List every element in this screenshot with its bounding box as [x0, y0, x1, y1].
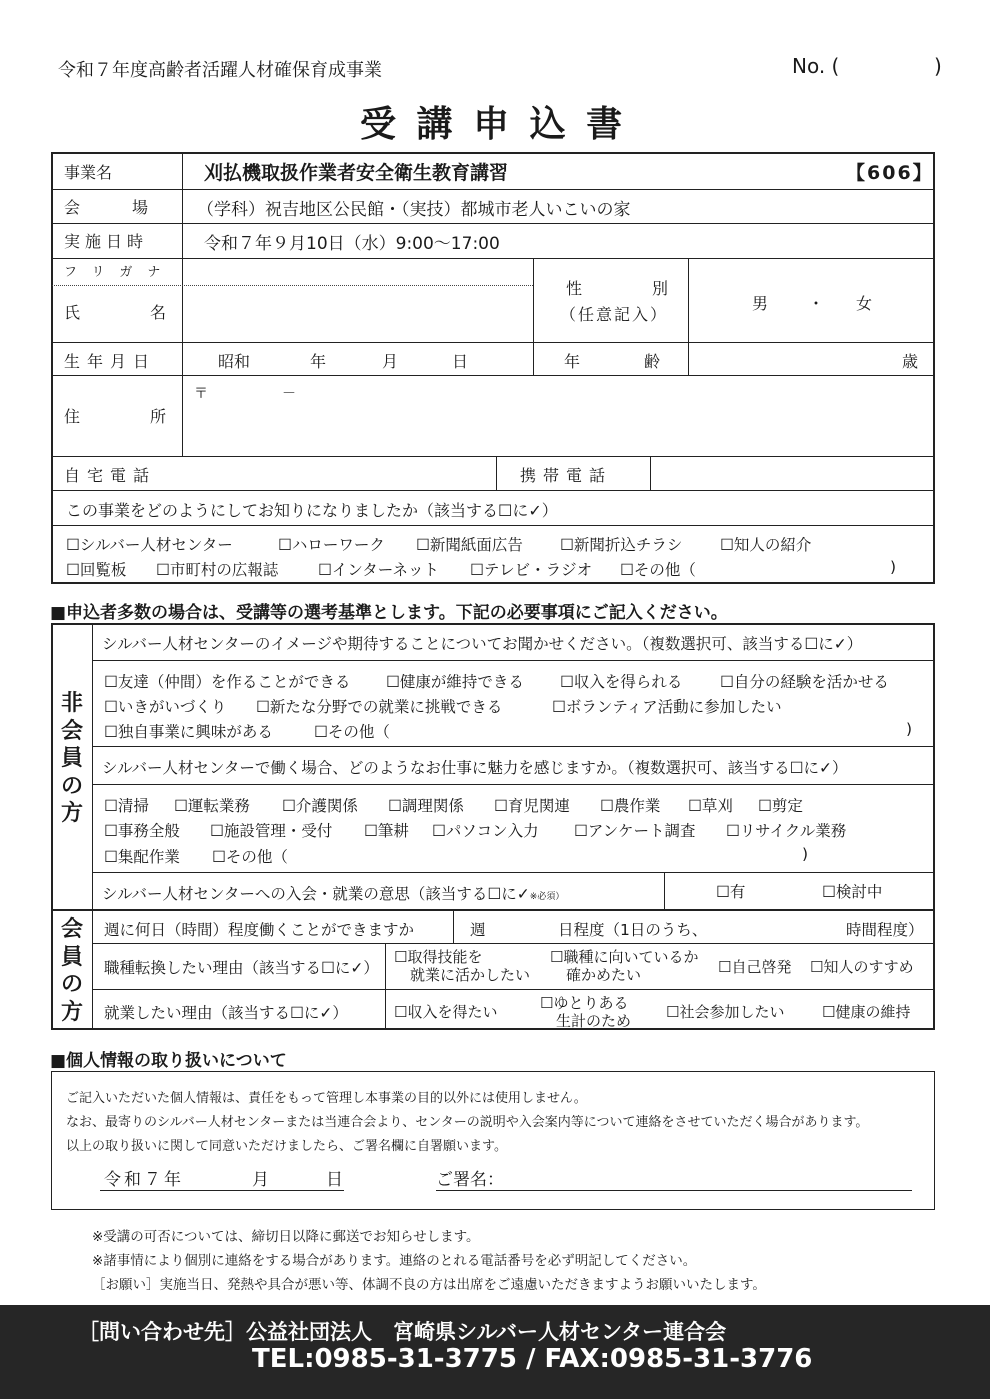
source-newspaper-ad[interactable]: ☐新聞紙面広告: [416, 536, 523, 554]
signature-field[interactable]: [512, 1162, 910, 1188]
job-calligraphy[interactable]: ☐筆耕: [364, 822, 409, 840]
intent-question: シルバー人材センターへの入会・就業の意思（該当する☐に✓※必須）: [102, 885, 565, 903]
intent-yes[interactable]: ☐有: [716, 883, 746, 901]
furigana-label: フリガナ: [64, 265, 176, 280]
mobile-phone-field[interactable]: [652, 458, 932, 488]
job-other-close: ): [802, 845, 809, 863]
application-number-field[interactable]: [845, 58, 933, 80]
birth-month-unit: 月: [382, 352, 399, 371]
source-internet[interactable]: ☐インターネット: [318, 561, 440, 579]
sign-date-month: 月: [252, 1170, 269, 1190]
source-circular[interactable]: ☐回覧板: [66, 561, 127, 579]
application-number-close: ): [934, 54, 942, 78]
footer-phone-fax: TEL:0985-31-3775 / FAX:0985-31-3776: [252, 1344, 813, 1374]
job-recycling[interactable]: ☐リサイクル業務: [726, 822, 847, 840]
job-change-skills[interactable]: ☐取得技能を 就業に活かしたい: [394, 948, 531, 984]
job-farming[interactable]: ☐農作業: [600, 797, 661, 815]
job-driving[interactable]: ☐運転業務: [174, 797, 250, 815]
birth-era: 昭和: [218, 352, 251, 371]
image-purpose-in-life[interactable]: ☐いきがいづくり: [104, 698, 227, 716]
image-own-business[interactable]: ☐独自事業に興味がある: [104, 723, 273, 741]
source-tv-radio[interactable]: ☐テレビ・ラジオ: [470, 561, 593, 579]
venue-label: 会場: [64, 198, 201, 217]
sign-date-era: 令和７年: [104, 1170, 184, 1190]
birth-year-unit: 年: [310, 352, 327, 371]
image-new-field[interactable]: ☐新たな分野での就業に挑戦できる: [256, 698, 503, 716]
source-silver-center[interactable]: ☐シルバー人材センター: [66, 536, 233, 554]
gender-male-option[interactable]: 男: [752, 294, 769, 313]
age-unit: 歳: [902, 352, 919, 371]
source-municipal-bulletin[interactable]: ☐市町村の広報誌: [156, 561, 279, 579]
note-contact: ※諸事情により個別に連絡をする場合があります。連絡のとれる電話番号を必ず明記してください。: [92, 1253, 697, 1269]
job-change-question: 職種転換したい理由（該当する☐に✓）: [104, 959, 379, 977]
course-name-label: 事業名: [64, 162, 113, 182]
work-hours-unit: 時間程度）: [846, 921, 924, 939]
job-care[interactable]: ☐介護関係: [282, 797, 358, 815]
image-experience[interactable]: ☐自分の経験を活かせる: [720, 673, 889, 691]
work-reason-income[interactable]: ☐収入を得たい: [394, 1003, 498, 1021]
image-income[interactable]: ☐収入を得られる: [560, 673, 683, 691]
job-delivery[interactable]: ☐集配作業: [104, 848, 180, 866]
signature-label: ご署名：: [436, 1170, 504, 1190]
source-hello-work[interactable]: ☐ハローワーク: [278, 536, 385, 554]
work-reason-health[interactable]: ☐健康の維持: [822, 1003, 911, 1021]
address-label: 住所: [64, 407, 237, 426]
image-make-friends[interactable]: ☐友達（仲間）を作ることができる: [104, 673, 351, 691]
home-phone-label: 自宅電話: [64, 466, 157, 485]
privacy-text-3: 以上の取り扱いに関して同意いただけましたら、ご署名欄に自署願います。: [66, 1139, 507, 1154]
note-request: ［お願い］実施当日、発熱や具合が悪い等、体調不良の方は出席をご遠慮いただきますようお願いいたします。: [92, 1277, 766, 1293]
sign-date-day: 日: [326, 1170, 343, 1190]
privacy-text-1: ご記入いただいた個人情報は、責任をもって管理し本事業の目的以外には使用しません。: [66, 1091, 587, 1106]
job-pruning[interactable]: ☐剪定: [758, 797, 803, 815]
work-days-week: 週: [470, 921, 486, 939]
work-reason-social[interactable]: ☐社会参加したい: [666, 1003, 785, 1021]
gender-note: （任意記入）: [560, 305, 669, 324]
date-label: 実施日時: [64, 232, 149, 251]
image-question: シルバー人材センターのイメージや期待することについてお聞かせください。（複数選択可、該当する☐に✓）: [102, 635, 863, 653]
source-newspaper-flyer[interactable]: ☐新聞折込チラシ: [560, 536, 683, 554]
job-cooking[interactable]: ☐調理関係: [388, 797, 464, 815]
source-question: この事業をどのようにしてお知りになりましたか（該当する☐に✓）: [66, 501, 558, 520]
gender-separator: ・: [808, 294, 825, 313]
privacy-heading: ■個人情報の取り扱いについて: [50, 1051, 287, 1071]
course-code: 【606】: [846, 162, 934, 184]
footer-contact: ［問い合わせ先］公益社団法人 宮崎県シルバー人材センター連合会: [78, 1320, 727, 1344]
job-data-entry[interactable]: ☐パソコン入力: [432, 822, 539, 840]
page-title: 受 講 申 込 書: [360, 104, 627, 145]
job-change-self-development[interactable]: ☐自己啓発: [718, 958, 792, 976]
course-name: 刈払機取扱作業者安全衛生教育講習: [204, 162, 509, 184]
job-question: シルバー人材センターで働く場合、どのようなお仕事に魅力を感じますか。（複数選択可、該当する☐に✓）: [102, 759, 848, 777]
work-days-unit: 日程度（1日のうち、: [558, 921, 708, 939]
work-reason-living[interactable]: ☐ゆとりある 生計のため: [540, 994, 632, 1030]
work-reason-question: 就業したい理由（該当する☐に✓）: [104, 1004, 348, 1022]
work-days-question: 週に何日（時間）程度働くことができますか: [104, 921, 415, 939]
intent-considering[interactable]: ☐検討中: [822, 883, 883, 901]
image-other-close: ): [906, 720, 913, 738]
member-side-label: 会 員 の 方: [60, 917, 83, 1025]
job-childcare[interactable]: ☐育児関連: [494, 797, 570, 815]
privacy-text-2: なお、最寄りのシルバー人材センターまたは当連合会より、センターの説明や入会案内等について連絡をさせていただく場合があります。: [66, 1115, 869, 1130]
furigana-field[interactable]: [184, 260, 532, 284]
age-label: 年齢: [564, 352, 725, 371]
venue: （学科）祝吉地区公民館・（実技）都城市老人いこいの家: [197, 200, 631, 220]
nonmember-side-label: 非 会 員 の 方: [60, 691, 83, 826]
job-other[interactable]: ☐その他（: [212, 848, 288, 866]
job-survey[interactable]: ☐アンケート調査: [574, 822, 696, 840]
home-phone-field[interactable]: [184, 458, 494, 488]
job-facility[interactable]: ☐施設管理・受付: [210, 822, 333, 840]
job-change-aptitude[interactable]: ☐職種に向いているか 確かめたい: [550, 948, 699, 984]
job-mowing[interactable]: ☐草刈: [688, 797, 733, 815]
image-other[interactable]: ☐その他（: [314, 723, 390, 741]
address-field[interactable]: [184, 400, 932, 454]
source-acquaintance[interactable]: ☐知人の紹介: [720, 536, 812, 554]
name-label: 氏名: [64, 303, 237, 322]
gender-label: 性別: [566, 279, 739, 298]
name-field[interactable]: [184, 287, 532, 341]
age-field[interactable]: [690, 344, 890, 374]
postal-mark: 〒: [194, 386, 208, 402]
birth-date-label: 生年月日: [64, 352, 157, 371]
birth-day-unit: 日: [452, 352, 469, 371]
job-change-recommendation[interactable]: ☐知人のすすめ: [810, 958, 914, 976]
job-office[interactable]: ☐事務全般: [104, 822, 180, 840]
job-cleaning[interactable]: ☐清掃: [104, 797, 149, 815]
application-number-label: No. (: [792, 54, 840, 78]
mobile-phone-label: 携帯電話: [520, 466, 613, 485]
note-notification: ※受講の可否については、締切日以降に郵送でお知らせします。: [92, 1229, 480, 1245]
selection-heading: ■申込者多数の場合は、受講等の選考基準とします。下記の必要事項にご記入ください。: [50, 603, 728, 623]
image-volunteer[interactable]: ☐ボランティア活動に参加したい: [552, 698, 782, 716]
source-other-close: ): [890, 558, 897, 576]
program-name: 令和７年度高齢者活躍人材確保育成事業: [58, 60, 382, 81]
image-health[interactable]: ☐健康が維持できる: [386, 673, 524, 691]
postal-dash: －: [282, 386, 296, 402]
source-other[interactable]: ☐その他（: [620, 561, 696, 579]
gender-female-option[interactable]: 女: [856, 294, 873, 313]
course-date: 令和７年９月10日（水）9:00～17:00: [204, 234, 500, 254]
